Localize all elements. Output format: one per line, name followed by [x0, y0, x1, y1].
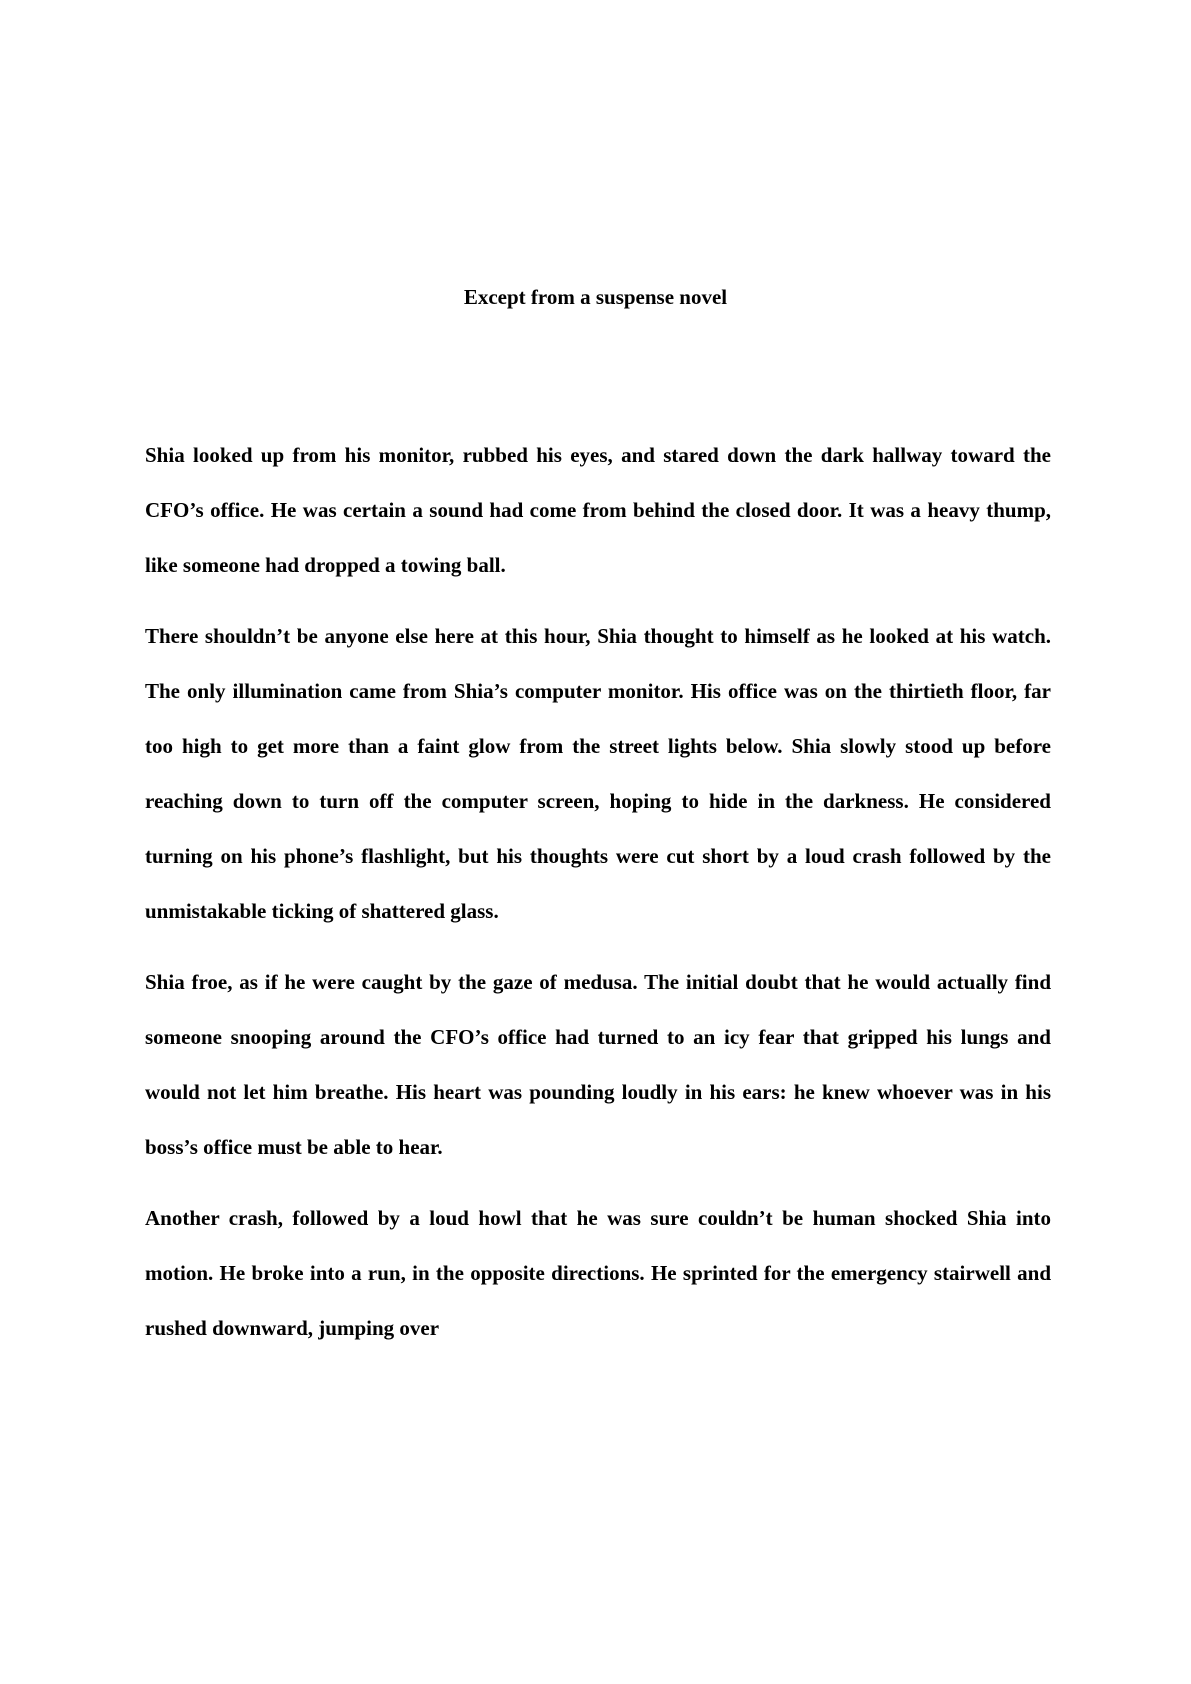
- paragraph: Shia froe, as if he were caught by the gaze of medusa. The initial doubt that he would actually find someone snooping around the CFO’s office had turned to an icy fear that gripped his lungs and would not let him breathe. His heart was pounding loudly in his ears: he knew whoever was in his boss’s office must be able to hear.: [145, 970, 1051, 1159]
- document-body: [145, 428, 1051, 1372]
- document-title: Except from a suspense novel: [463, 285, 728, 309]
- paragraph: There shouldn’t be anyone else here at this hour, Shia thought to himself as he looked at his watch. The only illumination came from Shia’s computer monitor. His office was on the thirtieth floor, far too high to get more than a faint glow from the street lights below. Shia slowly stood up before reaching down to turn off the computer screen, hoping to hide in the darkness. He considered turning on his phone’s flashlight, but his thoughts were cut short by a loud crash followed by the unmistakable ticking of shattered glass.: [145, 624, 1051, 923]
- paragraph: Shia looked up from his monitor, rubbed his eyes, and stared down the dark hallway toward the CFO’s office. He was certain a sound had come from behind the closed door. It was a heavy thump, like someone had dropped a towing ball.: [145, 443, 1051, 577]
- paragraph: Another crash, followed by a loud howl that he was sure couldn’t be human shocked Shia into motion. He broke into a run, in the opposite directions. He sprinted for the emergency stairwell and rushed downward, jumping over: [145, 1206, 1051, 1340]
